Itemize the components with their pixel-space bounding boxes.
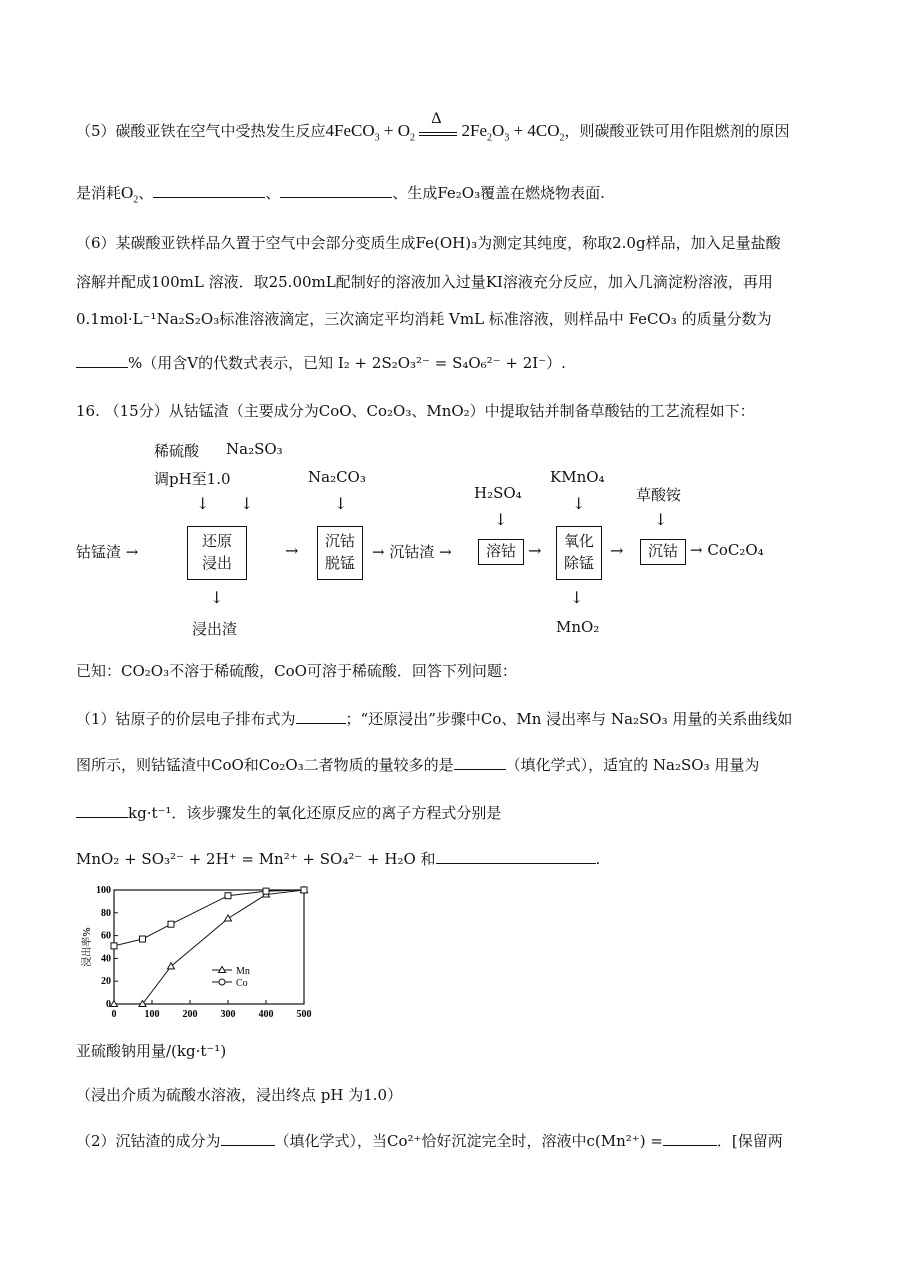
- x-tick-label: 0: [111, 1009, 117, 1020]
- series-line-mn: [114, 890, 304, 1004]
- q6-line3: 0.1mol·L⁻¹Na₂S₂O₃标准溶液滴定，三次滴定平均消耗 VmL 标准溶液，则样品中 FeCO₃ 的质量分数为: [76, 310, 772, 328]
- down-arrow-icon: ↓: [494, 510, 508, 529]
- q16-p1-line3: [76, 802, 501, 823]
- answer-blank[interactable]: [76, 355, 128, 368]
- point-co: [111, 943, 117, 949]
- step2-line1: 沉钴: [324, 532, 355, 550]
- legend-label: Mn: [236, 966, 250, 977]
- p2-text-b: （填化学式），当Co²⁺恰好沉淀完全时，溶液中c(Mn²⁺) =: [274, 1132, 663, 1150]
- q16-p2: [76, 1130, 783, 1151]
- reagent-h2so4: H₂SO₄: [474, 484, 522, 502]
- step-co-precipitation: 沉钴: [640, 539, 686, 565]
- q6-line4: [76, 352, 566, 373]
- down-arrow-icon: ↓: [196, 494, 210, 513]
- x-tick-label: 200: [182, 1009, 198, 1020]
- q5-line1-prefix: （5）碳酸亚铁在空气中受热发生反应: [76, 122, 326, 140]
- q5-equation: 4FeCO$_3$ + $O_2$ Δ $2Fe_2O_3 + 4CO_2$: [325, 110, 565, 144]
- q5-line2: 是消耗$O_2$、 、 、生成Fe₂O₃覆盖在燃烧物表面.: [76, 183, 605, 206]
- chart-note: （浸出介质为硫酸水溶液，浸出终点 pH 为1.0）: [76, 1086, 403, 1104]
- legend-marker: [219, 979, 225, 985]
- x-tick-label: 500: [296, 1009, 312, 1020]
- step2-line2: 脱锰: [324, 554, 355, 572]
- reagent-na2co3: Na₂CO₃: [308, 468, 366, 486]
- residue-leaching: 浸出渣: [192, 620, 238, 638]
- q6-line2: 溶解并配成100mL 溶液．取25.00mL配制好的溶液加入过量KI溶液充分反应，加入几滴淀粉溶液，再用: [76, 273, 773, 291]
- p1-text-d: （填化学式），适宜的 Na₂SO₃ 用量为: [505, 756, 760, 774]
- point-co: [225, 893, 231, 899]
- chart-xlabel: 亚硫酸钠用量/(kg·t⁻¹): [76, 1042, 227, 1060]
- answer-blank[interactable]: [296, 711, 346, 724]
- answer-blank[interactable]: [153, 185, 265, 198]
- down-arrow-icon: ↓: [570, 588, 584, 607]
- step-co-precipitation-mn-removal: [317, 526, 363, 580]
- step-oxidation-mn-removal: [556, 526, 602, 580]
- p1-text-b: ；“还原浸出”步骤中Co、Mn 浸出率与 Na₂SO₃ 用量的关系曲线如: [345, 710, 793, 728]
- p1-equation-text: MnO₂ + SO₃²⁻ + 2H⁺ = Mn²⁺ + SO₄²⁻ + H₂O 和: [76, 850, 436, 868]
- q16-p1-equation: MnO₂ + SO₃²⁻ + 2H⁺ = Mn²⁺ + SO₄²⁻ + H₂O 和 .: [76, 850, 601, 868]
- right-arrow-icon: →: [285, 541, 299, 560]
- q6-line1: （6）某碳酸亚铁样品久置于空气中会部分变质生成Fe(OH)₃为测定其纯度，称取2.0g样品，加入足量盐酸: [76, 234, 781, 252]
- reagent-na2so3: Na₂SO₃: [226, 440, 283, 458]
- answer-blank[interactable]: [76, 805, 128, 818]
- flow-start: 钴锰渣 →: [76, 543, 139, 561]
- q16-p1-line2: [76, 754, 759, 775]
- leaching-rate-chart: [76, 878, 336, 1028]
- step-dissolve-co: 溶钴: [478, 539, 524, 565]
- reagent-ph: 调pH至1.0: [154, 470, 231, 488]
- down-arrow-icon: ↓: [210, 588, 224, 607]
- answer-blank[interactable]: [454, 757, 506, 770]
- x-tick-label: 400: [258, 1009, 274, 1020]
- flow-product: → CoC₂O₄: [690, 541, 764, 559]
- point-co: [168, 921, 174, 927]
- p1-text-e: kg·t⁻¹．该步骤发生的氧化还原反应的离子方程式分别是: [128, 804, 502, 822]
- y-axis-label: 浸出率%: [82, 927, 93, 967]
- step1-line1: 还原: [201, 532, 232, 550]
- p1-text-a: （1）钴原子的价层电子排布式为: [76, 710, 296, 728]
- right-arrow-icon: →: [528, 541, 542, 560]
- right-arrow-icon: →: [610, 541, 624, 560]
- answer-blank[interactable]: [436, 851, 596, 864]
- answer-blank[interactable]: [280, 185, 392, 198]
- reagent-kmno4: KMnO₄: [550, 468, 605, 486]
- q5-line1: [76, 110, 790, 144]
- y-tick-label: 100: [96, 885, 111, 896]
- q16-intro: 16. （15分）从钴锰渣（主要成分为CoO、Co₂O₃、MnO₂）中提取钴并制备草酸钴的工艺流程如下：: [76, 402, 755, 420]
- point-co: [140, 936, 146, 942]
- step4-line2: 除锰: [563, 554, 594, 572]
- q16-known: 已知：CO₂O₃不溶于稀硫酸，CoO可溶于稀硫酸．回答下列问题：: [76, 662, 517, 680]
- reagent-dilute-sulfuric: 稀硫酸: [154, 442, 200, 460]
- step-reduction-leaching: [187, 526, 247, 580]
- delta-symbol: Δ: [431, 110, 442, 127]
- point-co: [301, 887, 307, 893]
- flow-mid: → 沉钴渣 →: [372, 543, 452, 561]
- step4-line1: 氧化: [563, 532, 594, 550]
- q5-o2: $O_2$: [121, 183, 139, 206]
- point-mn: [225, 915, 232, 921]
- flow-mid-label: 沉钴渣: [389, 543, 435, 561]
- q16-p1-line1: [76, 708, 792, 729]
- legend-label: Co: [236, 978, 248, 989]
- q6-line4-text: %（用含V的代数式表示，已知 I₂ + 2S₂O₃²⁻ = S₄O₆²⁻ + 2I⁻）.: [128, 354, 566, 372]
- y-tick-label: 80: [101, 907, 111, 919]
- down-arrow-icon: ↓: [240, 494, 254, 513]
- step1-line2: 浸出: [201, 554, 232, 572]
- q5-line2-prefix: 是消耗: [76, 184, 122, 202]
- p2-text-c: ．[保留两: [716, 1132, 783, 1150]
- product-label: CoC₂O₄: [707, 541, 764, 559]
- residue-mno2: MnO₂: [556, 618, 600, 636]
- flow-start-label: 钴锰渣: [76, 543, 122, 561]
- down-arrow-icon: ↓: [334, 494, 348, 513]
- y-tick-label: 60: [101, 930, 111, 942]
- answer-blank[interactable]: [663, 1133, 717, 1146]
- q5-line2-suffix: 、生成Fe₂O₃覆盖在燃烧物表面.: [392, 184, 605, 202]
- x-tick-label: 100: [144, 1009, 160, 1020]
- y-tick-label: 0: [106, 999, 111, 1010]
- answer-blank[interactable]: [221, 1133, 275, 1146]
- point-co: [263, 888, 269, 894]
- y-tick-label: 20: [101, 976, 111, 988]
- p2-text-a: （2）沉钴渣的成分为: [76, 1132, 221, 1150]
- plot-frame: [114, 890, 304, 1004]
- reagent-ammonium-oxalate: 草酸铵: [636, 486, 682, 504]
- down-arrow-icon: ↓: [654, 510, 668, 529]
- p1-text-c: 图所示，则钴锰渣中CoO和Co₂O₃二者物质的量较多的是: [76, 756, 454, 774]
- y-tick-label: 40: [101, 953, 111, 965]
- x-tick-label: 300: [220, 1009, 236, 1020]
- down-arrow-icon: ↓: [572, 494, 586, 513]
- q5-line1-suffix: ，则碳酸亚铁可用作阻燃剂的原因: [564, 122, 790, 140]
